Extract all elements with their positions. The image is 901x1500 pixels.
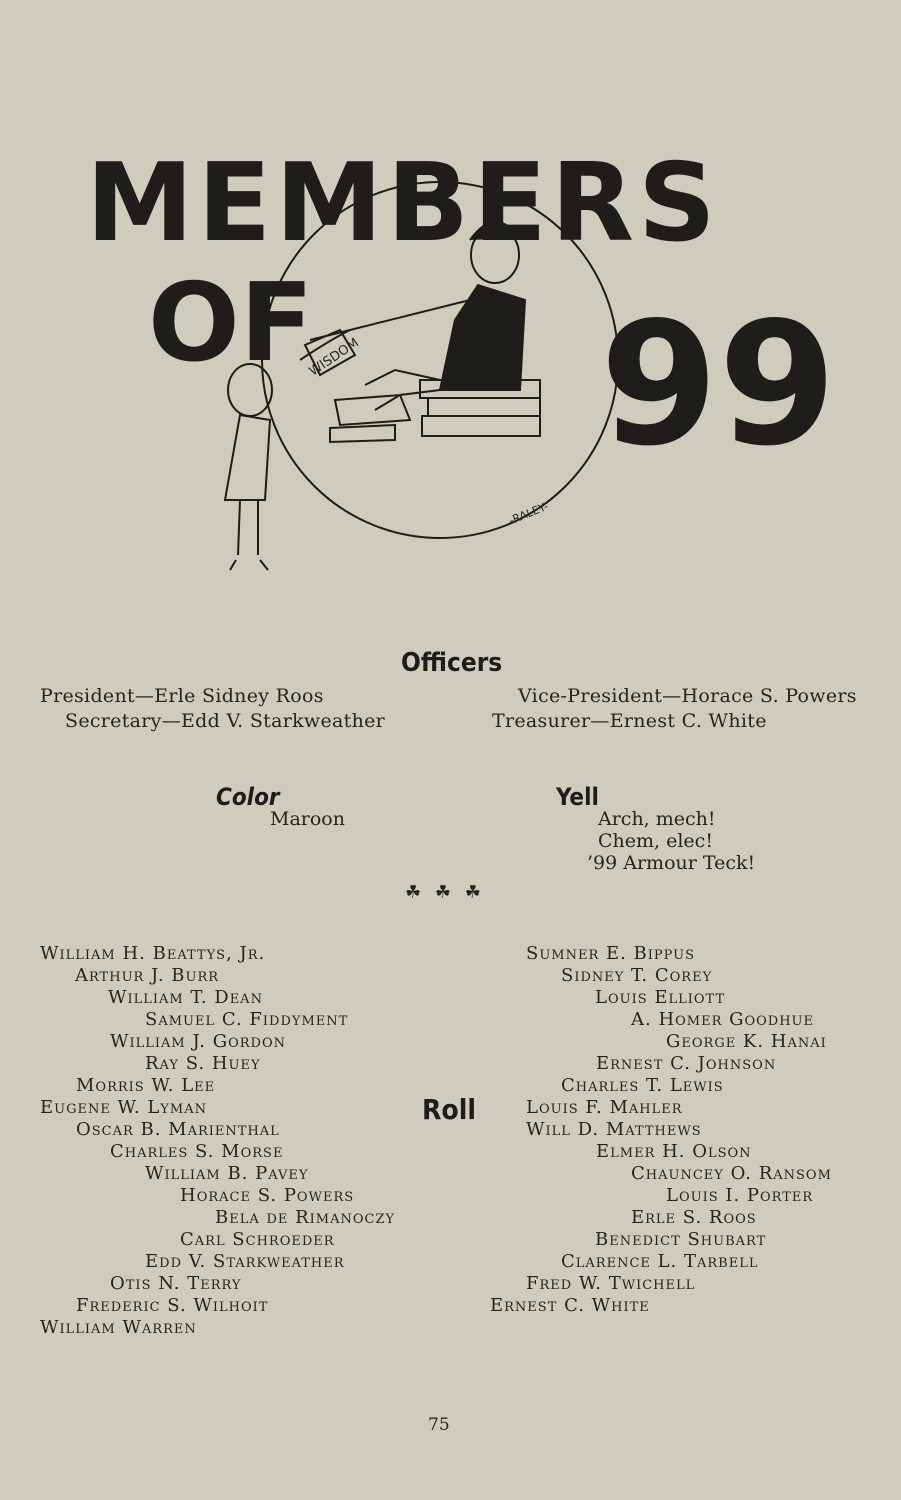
artist-signature: -RALEY- [507, 499, 551, 528]
yell-line: Chem, elec! [598, 830, 713, 852]
roll-member-left: William B. Pavey [145, 1163, 309, 1184]
roll-member-right: Will D. Matthews [526, 1119, 702, 1140]
color-heading: Color [216, 783, 280, 811]
roll-member-right: A. Homer Goodhue [631, 1009, 815, 1030]
yell-line: Arch, mech! [598, 808, 716, 830]
roll-member-right: Erle S. Roos [631, 1207, 757, 1228]
page-number: 75 [428, 1415, 450, 1435]
roll-heading: Roll [422, 1093, 476, 1126]
roll-member-right: Sidney T. Corey [561, 965, 713, 986]
class-year-title: 99 [600, 286, 837, 484]
secretary-line: Secretary—Edd V. Starkweather [65, 710, 386, 732]
roll-member-left: Ray S. Huey [145, 1053, 261, 1074]
color-value: Maroon [270, 808, 345, 830]
roll-member-left: Carl Schroeder [180, 1229, 335, 1250]
roll-member-left: Horace S. Powers [180, 1185, 355, 1206]
roll-member-left: William Warren [40, 1317, 197, 1338]
vice-president-line: Vice-President—Horace S. Powers [518, 685, 857, 707]
roll-member-right: Elmer H. Olson [596, 1141, 752, 1162]
members-title: MEMBERS [86, 141, 720, 266]
roll-member-right: Ernest C. White [490, 1295, 650, 1316]
officers-heading: Officers [401, 648, 503, 678]
roll-member-left: Charles S. Morse [110, 1141, 284, 1162]
scroll-label: WISDOM [306, 335, 362, 380]
roll-member-right: Louis Elliott [595, 987, 726, 1008]
ornament-divider: ☘ ☘ ☘ [405, 882, 485, 903]
roll-member-right: Ernest C. Johnson [596, 1053, 777, 1074]
president-line: President—Erle Sidney Roos [40, 685, 324, 707]
treasurer-line: Treasurer—Ernest C. White [492, 710, 767, 732]
of-title: OF [148, 261, 314, 386]
roll-member-left: Arthur J. Burr [75, 965, 220, 986]
roll-member-right: Louis F. Mahler [526, 1097, 683, 1118]
yell-line: ’99 Armour Teck! [587, 852, 756, 874]
yell-heading: Yell [556, 783, 599, 811]
roll-member-left: Samuel C. Fiddyment [145, 1009, 349, 1030]
roll-member-right: George K. Hanai [666, 1031, 827, 1052]
roll-member-right: Sumner E. Bippus [526, 943, 696, 964]
roll-member-left: William T. Dean [108, 987, 263, 1008]
roll-member-right: Clarence L. Tarbell [561, 1251, 759, 1272]
roll-member-left: Edd V. Starkweather [145, 1251, 345, 1272]
roll-member-left: Otis N. Terry [110, 1273, 242, 1294]
roll-member-left: Oscar B. Marienthal [76, 1119, 280, 1140]
roll-member-right: Fred W. Twichell [526, 1273, 696, 1294]
roll-member-left: Frederic S. Wilhoit [76, 1295, 269, 1316]
roll-member-left: William H. Beattys, Jr. [40, 943, 266, 964]
roll-member-right: Benedict Shubart [595, 1229, 767, 1250]
roll-member-right: Chauncey O. Ransom [631, 1163, 832, 1184]
roll-member-left: Bela de Rimanoczy [215, 1207, 396, 1228]
roll-member-left: William J. Gordon [110, 1031, 286, 1052]
roll-member-right: Louis I. Porter [666, 1185, 814, 1206]
roll-member-left: Morris W. Lee [76, 1075, 216, 1096]
roll-member-right: Charles T. Lewis [561, 1075, 724, 1096]
roll-member-left: Eugene W. Lyman [40, 1097, 207, 1118]
